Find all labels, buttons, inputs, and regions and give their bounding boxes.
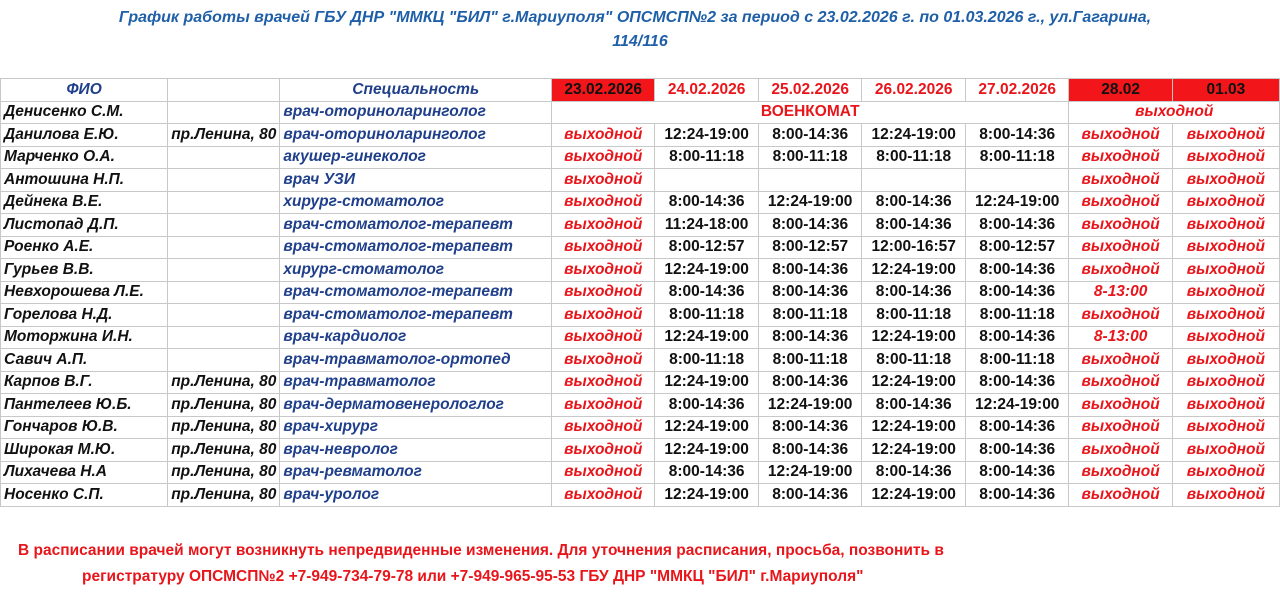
header-date: 27.02.2026	[965, 79, 1069, 102]
schedule-cell: 8:00-11:18	[758, 304, 862, 327]
schedule-cell: выходной	[1172, 484, 1279, 507]
schedule-cell: 8:00-11:18	[862, 349, 966, 372]
schedule-cell: выходной	[1069, 416, 1172, 439]
page-title-address: 114/116	[612, 33, 668, 50]
doctor-name: Пантелеев Ю.Б.	[1, 394, 168, 417]
doctor-address	[168, 259, 280, 282]
schedule-cell: выходной	[1172, 304, 1279, 327]
doctor-name: Карпов В.Г.	[1, 371, 168, 394]
schedule-cell: выходной	[1069, 394, 1172, 417]
schedule-cell: выходной	[552, 169, 655, 192]
doctor-specialty: хирург-стоматолог	[280, 259, 552, 282]
schedule-cell: 12:24-19:00	[862, 326, 966, 349]
schedule-cell: выходной	[552, 146, 655, 169]
schedule-cell: 8:00-14:36	[965, 439, 1069, 462]
schedule-cell: 12:24-19:00	[655, 124, 759, 147]
schedule-cell: 8:00-11:18	[862, 146, 966, 169]
header-date: 01.03	[1172, 79, 1279, 102]
doctor-address	[168, 326, 280, 349]
schedule-cell: выходной	[552, 394, 655, 417]
schedule-cell: 8:00-11:18	[758, 349, 862, 372]
header-addr-empty	[168, 79, 280, 102]
header-specialty: Специальность	[280, 79, 552, 102]
schedule-cell: 8:00-14:36	[965, 259, 1069, 282]
schedule-cell: 12:24-19:00	[655, 439, 759, 462]
doctor-address: пр.Ленина, 80	[168, 484, 280, 507]
schedule-cell: 12:24-19:00	[655, 326, 759, 349]
table-row	[1, 484, 1280, 507]
schedule-cell: выходной	[552, 439, 655, 462]
schedule-cell: 12:24-19:00	[655, 371, 759, 394]
schedule-cell: 12:00-16:57	[862, 236, 966, 259]
schedule-cell: выходной	[1172, 371, 1279, 394]
schedule-cell: 8:00-14:36	[758, 326, 862, 349]
schedule-cell: выходной	[552, 416, 655, 439]
doctor-name: Широкая М.Ю.	[1, 439, 168, 462]
table-row	[1, 304, 1280, 327]
schedule-cell: выходной	[1172, 214, 1279, 237]
schedule-cell: 8:00-14:36	[655, 461, 759, 484]
header-date: 25.02.2026	[758, 79, 862, 102]
doctor-name: Денисенко С.М.	[1, 101, 168, 124]
schedule-cell: 12:24-19:00	[965, 394, 1069, 417]
schedule-cell: 8:00-14:36	[965, 326, 1069, 349]
schedule-cell: выходной	[1069, 146, 1172, 169]
doctor-address: пр.Ленина, 80	[168, 394, 280, 417]
schedule-cell	[862, 169, 966, 192]
schedule-cell: 12:24-19:00	[758, 191, 862, 214]
schedule-cell: выходной	[552, 461, 655, 484]
table-row	[1, 439, 1280, 462]
schedule-cell: 8:00-12:57	[758, 236, 862, 259]
doctor-address	[168, 214, 280, 237]
schedule-cell: 12:24-19:00	[862, 124, 966, 147]
schedule-cell: 8:00-14:36	[655, 191, 759, 214]
schedule-cell: 8:00-14:36	[965, 484, 1069, 507]
schedule-cell: 8:00-14:36	[862, 461, 966, 484]
schedule-cell: 12:24-19:00	[758, 461, 862, 484]
doctor-specialty: врач-стоматолог-терапевт	[280, 236, 552, 259]
schedule-cell: 8:00-14:36	[862, 281, 966, 304]
header-date: 23.02.2026	[552, 79, 655, 102]
schedule-cell: 11:24-18:00	[655, 214, 759, 237]
schedule-cell: выходной	[1069, 439, 1172, 462]
table-row	[1, 214, 1280, 237]
doctor-name: Листопад Д.П.	[1, 214, 168, 237]
schedule-cell: выходной	[552, 191, 655, 214]
doctor-specialty: врач-оториноларинголог	[280, 101, 552, 124]
doctor-address: пр.Ленина, 80	[168, 371, 280, 394]
doctor-address: пр.Ленина, 80	[168, 124, 280, 147]
schedule-cell	[655, 169, 759, 192]
schedule-cell	[965, 169, 1069, 192]
doctor-name: Антошина Н.П.	[1, 169, 168, 192]
doctor-address	[168, 236, 280, 259]
table-row	[1, 169, 1280, 192]
doctor-specialty: врач-оториноларинголог	[280, 124, 552, 147]
schedule-cell: 8:00-11:18	[965, 349, 1069, 372]
merged-weekend-cell: выходной	[1069, 101, 1280, 124]
schedule-cell: выходной	[552, 236, 655, 259]
schedule-cell: 12:24-19:00	[655, 259, 759, 282]
schedule-cell: выходной	[1069, 484, 1172, 507]
schedule-cell: выходной	[1069, 461, 1172, 484]
schedule-cell: выходной	[552, 281, 655, 304]
schedule-cell: 12:24-19:00	[862, 439, 966, 462]
table-row	[1, 101, 1280, 124]
doctor-name: Горелова Н.Д.	[1, 304, 168, 327]
schedule-cell: 8:00-14:36	[758, 439, 862, 462]
doctor-address	[168, 304, 280, 327]
schedule-cell: выходной	[1172, 236, 1279, 259]
schedule-cell: выходной	[1069, 259, 1172, 282]
schedule-cell: выходной	[552, 214, 655, 237]
header-fio: ФИО	[1, 79, 168, 102]
doctor-specialty: врач-невролог	[280, 439, 552, 462]
schedule-cell: 8:00-11:18	[862, 304, 966, 327]
schedule-cell: 8:00-12:57	[655, 236, 759, 259]
schedule-cell: выходной	[1069, 236, 1172, 259]
header-date: 28.02	[1069, 79, 1172, 102]
schedule-cell: выходной	[1172, 124, 1279, 147]
doctor-name: Гурьев В.В.	[1, 259, 168, 282]
schedule-cell: 8:00-14:36	[862, 214, 966, 237]
schedule-cell: 12:24-19:00	[655, 416, 759, 439]
table-row	[1, 236, 1280, 259]
doctor-address	[168, 101, 280, 124]
schedule-cell: выходной	[1069, 349, 1172, 372]
doctor-specialty: врач-ревматолог	[280, 461, 552, 484]
schedule-cell: выходной	[1172, 439, 1279, 462]
schedule-cell: выходной	[1069, 371, 1172, 394]
page-title: График работы врачей ГБУ ДНР "ММКЦ "БИЛ" г.Мариуполя" ОПСМСП№2 за период с 23.02.2026 г. по 01.03.2026 г., ул.Гагарина,	[118, 9, 1152, 26]
schedule-cell: 8:00-14:36	[965, 281, 1069, 304]
schedule-cell: выходной	[552, 259, 655, 282]
doctor-name: Моторжина И.Н.	[1, 326, 168, 349]
schedule-cell: 8:00-14:36	[758, 416, 862, 439]
schedule-cell: 12:24-19:00	[655, 484, 759, 507]
schedule-cell: выходной	[552, 349, 655, 372]
doctor-name: Марченко О.А.	[1, 146, 168, 169]
schedule-cell: выходной	[1069, 191, 1172, 214]
schedule-cell: 8:00-12:57	[965, 236, 1069, 259]
schedule-cell: 8:00-14:36	[655, 281, 759, 304]
schedule-cell: 8:00-14:36	[965, 416, 1069, 439]
table-row	[1, 146, 1280, 169]
header-date: 26.02.2026	[862, 79, 966, 102]
warning-note-contacts: регистратуру ОПСМСП№2 +7-949-734-79-78 или +7-949-965-95-53 ГБУ ДНР "ММКЦ "БИЛ" г.Мариуполя"	[82, 568, 864, 585]
schedule-cell: 8:00-14:36	[758, 371, 862, 394]
schedule-cell: 8:00-14:36	[862, 394, 966, 417]
table-row	[1, 371, 1280, 394]
schedule-cell: 8:00-11:18	[655, 146, 759, 169]
schedule-cell: выходной	[552, 304, 655, 327]
doctor-specialty: врач-кардиолог	[280, 326, 552, 349]
table-row	[1, 416, 1280, 439]
doctor-specialty: врач-уролог	[280, 484, 552, 507]
header-row	[1, 79, 1280, 102]
schedule-cell: выходной	[1069, 304, 1172, 327]
doctor-address: пр.Ленина, 80	[168, 439, 280, 462]
doctor-name: Гончаров Ю.В.	[1, 416, 168, 439]
doctor-name: Носенко С.П.	[1, 484, 168, 507]
doctor-name: Дейнека В.Е.	[1, 191, 168, 214]
header-date: 24.02.2026	[655, 79, 759, 102]
schedule-cell: выходной	[552, 326, 655, 349]
schedule-cell: 8:00-14:36	[655, 394, 759, 417]
schedule-cell: 8:00-14:36	[965, 461, 1069, 484]
table-row	[1, 281, 1280, 304]
schedule-cell: 8:00-14:36	[758, 259, 862, 282]
schedule-table	[0, 78, 1280, 507]
doctor-specialty: врач-дерматовенерологлог	[280, 394, 552, 417]
schedule-cell: 8:00-11:18	[965, 304, 1069, 327]
schedule-cell: выходной	[1172, 146, 1279, 169]
schedule-cell: 8:00-11:18	[655, 349, 759, 372]
schedule-cell: выходной	[1172, 281, 1279, 304]
doctor-address	[168, 349, 280, 372]
schedule-cell: 8:00-14:36	[758, 124, 862, 147]
schedule-cell: выходной	[1172, 461, 1279, 484]
schedule-cell: 8-13:00	[1069, 281, 1172, 304]
schedule-cell: 8:00-14:36	[758, 484, 862, 507]
schedule-cell: выходной	[552, 371, 655, 394]
schedule-cell: 12:24-19:00	[862, 371, 966, 394]
doctor-specialty: врач УЗИ	[280, 169, 552, 192]
schedule-cell: выходной	[1069, 214, 1172, 237]
doctor-specialty: врач-травматолог-ортопед	[280, 349, 552, 372]
doctor-address	[168, 146, 280, 169]
schedule-body	[1, 79, 1280, 507]
schedule-cell: выходной	[1172, 326, 1279, 349]
schedule-cell	[758, 169, 862, 192]
schedule-cell: выходной	[1172, 169, 1279, 192]
doctor-specialty: врач-травматолог	[280, 371, 552, 394]
schedule-cell: 8:00-14:36	[965, 124, 1069, 147]
table-row	[1, 124, 1280, 147]
doctor-specialty: врач-стоматолог-терапевт	[280, 281, 552, 304]
doctor-address	[168, 169, 280, 192]
schedule-cell: 8:00-11:18	[965, 146, 1069, 169]
table-row	[1, 394, 1280, 417]
schedule-cell: 8:00-14:36	[758, 214, 862, 237]
doctor-name: Савич А.П.	[1, 349, 168, 372]
schedule-cell: выходной	[552, 484, 655, 507]
doctor-specialty: хирург-стоматолог	[280, 191, 552, 214]
doctor-address	[168, 281, 280, 304]
doctor-address: пр.Ленина, 80	[168, 461, 280, 484]
table-row	[1, 326, 1280, 349]
table-row	[1, 461, 1280, 484]
schedule-cell: 8-13:00	[1069, 326, 1172, 349]
table-row	[1, 259, 1280, 282]
doctor-address: пр.Ленина, 80	[168, 416, 280, 439]
doctor-name: Невхорошева Л.Е.	[1, 281, 168, 304]
schedule-cell: 8:00-11:18	[655, 304, 759, 327]
merged-weekday-cell: ВОЕНКОМАТ	[552, 101, 1069, 124]
schedule-cell: 12:24-19:00	[862, 416, 966, 439]
schedule-cell: 8:00-14:36	[862, 191, 966, 214]
doctor-specialty: акушер-гинеколог	[280, 146, 552, 169]
schedule-cell: выходной	[1172, 191, 1279, 214]
schedule-cell: выходной	[1172, 394, 1279, 417]
schedule-cell: 12:24-19:00	[758, 394, 862, 417]
doctor-name: Данилова Е.Ю.	[1, 124, 168, 147]
schedule-cell: выходной	[1172, 416, 1279, 439]
doctor-specialty: врач-стоматолог-терапевт	[280, 304, 552, 327]
schedule-cell: выходной	[1069, 124, 1172, 147]
schedule-cell: 8:00-14:36	[965, 371, 1069, 394]
schedule-cell: 8:00-14:36	[758, 281, 862, 304]
schedule-cell: 8:00-11:18	[758, 146, 862, 169]
table-row	[1, 191, 1280, 214]
doctor-address	[168, 191, 280, 214]
warning-note: В расписании врачей могут возникнуть непредвиденные изменения. Для уточнения расписания, просьба, позвонить в	[18, 542, 944, 559]
doctor-specialty: врач-хирург	[280, 416, 552, 439]
schedule-cell: выходной	[1069, 169, 1172, 192]
table-row	[1, 349, 1280, 372]
schedule-cell: 12:24-19:00	[965, 191, 1069, 214]
schedule-cell: 8:00-14:36	[965, 214, 1069, 237]
schedule-cell: 12:24-19:00	[862, 259, 966, 282]
schedule-cell: 12:24-19:00	[862, 484, 966, 507]
doctor-specialty: врач-стоматолог-терапевт	[280, 214, 552, 237]
schedule-cell: выходной	[1172, 259, 1279, 282]
doctor-name: Роенко А.Е.	[1, 236, 168, 259]
schedule-cell: выходной	[1172, 349, 1279, 372]
doctor-name: Лихачева Н.А	[1, 461, 168, 484]
schedule-cell: выходной	[552, 124, 655, 147]
